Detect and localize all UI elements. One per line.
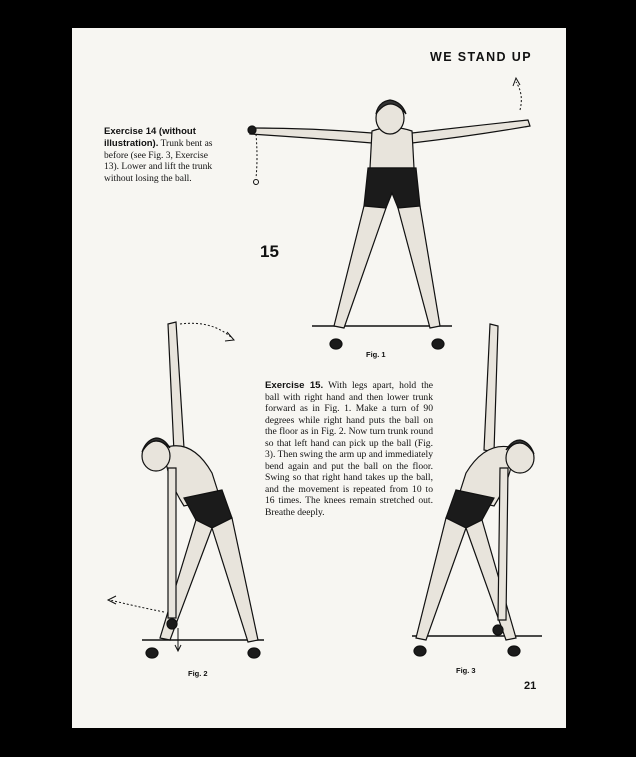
exercise-15-lead: Exercise 15. — [265, 380, 324, 391]
exercise-number: 15 — [260, 242, 279, 261]
fig-2-caption: Fig. 2 — [188, 669, 208, 678]
fig-3-illustration — [72, 28, 566, 728]
exercise-14-body: Trunk bent as before (see Fig. 3, Exercise 13). Lower and lift the trunk without losing the ball. — [104, 139, 213, 184]
book-page — [72, 28, 566, 728]
page-header: WE STAND UP — [430, 50, 532, 64]
exercise-14-lead: Exercise 14 (without illustration). — [104, 126, 196, 150]
fig-1-caption: Fig. 1 — [366, 350, 386, 359]
page-number: 21 — [524, 680, 537, 692]
exercise-15-body: With legs apart, hold the ball with right hand and then lower trunk forward as in Fig. 1. Make a turn of 90 degrees while right hand puts the ball on the floor as in Fig. 2. Now turn trunk round so that left hand can pick up the ball (Fig. 3). Then swing the arm up and immediately bend again and put the ball on the floor. Swing so that right hand takes up the ball, and the movement is repeated from 10 to 16 times. The knees remain stretched out. Breathe deeply. — [265, 380, 434, 519]
fig-3-caption: Fig. 3 — [456, 666, 476, 675]
